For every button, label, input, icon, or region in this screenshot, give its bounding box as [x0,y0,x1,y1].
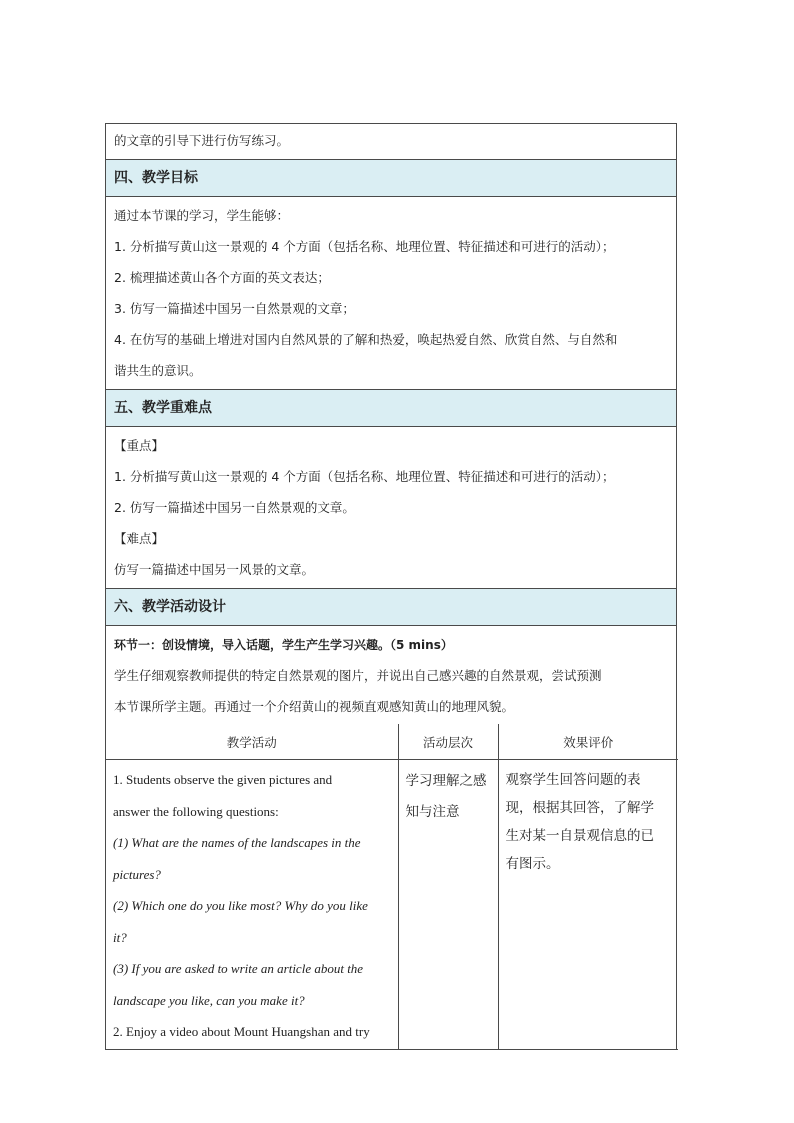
objectives-line: 4. 在仿写的基础上增进对国内自然风景的了解和热爱，唤起热爱自然、欣赏自然、与自然和 [114,332,618,347]
intro-line: 的文章的引导下进行仿写练习。 [106,124,676,160]
objectives-line: 2. 梳理描述黄山各个方面的英文表达； [114,270,330,285]
step-one-line: 本节课所学主题。再通过一个介绍黄山的视频直观感知黄山的地理风貌。 [114,699,515,714]
activity-text [107,761,397,1048]
key-points-line: 2. 仿写一篇描述中国另一自然景观的文章。 [114,500,355,515]
activity-question: landscape you like, can you make it? [113,992,305,1008]
lesson-plan-page [105,123,677,1050]
activity-question: it? [113,929,127,945]
step-one-title: 环节一：创设情境，导入话题，学生产生学习兴趣。（5 mins） [114,638,453,652]
activity-question: (3) If you are asked to write an article about the [113,961,364,976]
evaluation-line: 现，根据其回答，了解学 [505,800,654,816]
header-activity-level: 活动层次 [398,724,498,760]
lesson-plan-table [105,123,677,1050]
difficulty-label: 【难点】 [114,531,165,546]
activity-line: 2. Enjoy a video about Mount Huangshan and try [113,1024,370,1039]
header-teaching-activity: 教学活动 [106,724,398,760]
objectives-body [106,197,676,390]
difficulty-line: 仿写一篇描述中国另一风景的文章。 [114,562,315,577]
key-points-line: 1. 分析描写黄山这一景观的 4 个方面（包括名称、地理位置、特征描述和可进行的活动）； [114,469,615,484]
activity-question: (1) What are the names of the landscapes in the [113,835,361,850]
activity-line: 1. Students observe the given pictures and [113,772,333,787]
header-effect-evaluation: 效果评价 [498,724,678,760]
level-cell [398,760,498,1050]
evaluation-line: 有图示。 [505,856,560,872]
level-line: 学习理解之感 [405,773,487,789]
objectives-line: 通过本节课的学习，学生能够： [114,208,290,223]
evaluation-line: 生对某一自景观信息的已 [505,828,654,844]
section-title-key-points: 五、教学重难点 [106,390,676,427]
activity-line: answer the following questions: [113,803,279,819]
activity-question: (2) Which one do you like most? Why do you like [113,898,368,913]
key-points-body [106,427,676,589]
section-title-objectives: 四、教学目标 [106,160,676,197]
activity-table [106,724,678,1050]
section-title-activity-design: 六、教学活动设计 [106,589,676,626]
level-text [400,761,497,828]
objectives-line: 谐共生的意识。 [114,363,202,378]
step-one-line: 学生仔细观察教师提供的特定自然景观的图片，并说出自己感兴趣的自然景观，尝试预测 [114,668,602,683]
evaluation-text [500,761,678,878]
activity-question: pictures? [113,866,161,882]
key-points-label: 【重点】 [114,438,165,453]
evaluation-cell [498,760,678,1050]
activity-cell [106,760,398,1050]
step-one-body [106,626,676,724]
evaluation-line: 观察学生回答问题的表 [505,772,641,788]
objectives-line: 3. 仿写一篇描述中国另一自然景观的文章； [114,301,355,316]
objectives-line: 1. 分析描写黄山这一景观的 4 个方面（包括名称、地理位置、特征描述和可进行的活动）； [114,239,615,254]
level-line: 知与注意 [405,804,460,820]
